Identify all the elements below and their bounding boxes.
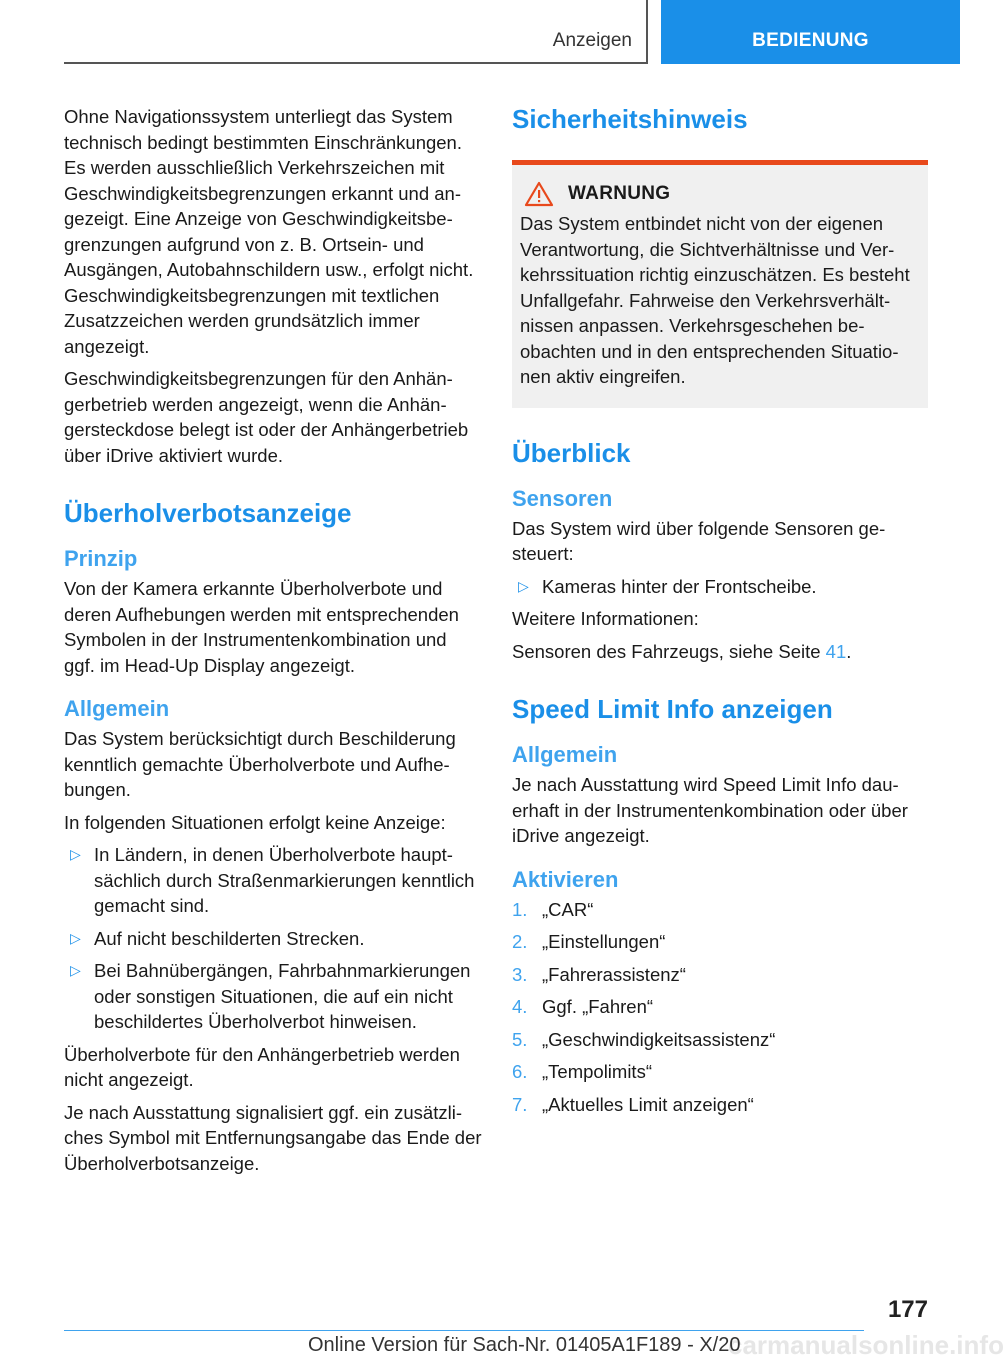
activation-steps [512,897,928,1118]
list-item: 3. „Fahrerassistenz“ [512,963,686,985]
warning-text: Das System entbindet nicht von der eigenen Verantwortung, die Sichtverhältnisse und Verkehrssituation richtig einzuschätzen. Es besteht Unfallgefahr. Fahrweise den Verkehrsverhältnissen anpassen. Verkehrsgeschehen beobachten und in den entsprechenden Situationen aktiv eingreifen. [520,213,910,387]
list-item: 6. „Tempolimits“ [512,1061,652,1082]
right-column [512,104,928,1124]
triangle-right-icon: ▷ [70,962,81,978]
sensor-list [512,574,928,600]
header-chapter-title: BEDIENUNG [752,30,869,51]
heading-speed-limit-info: Speed Limit Info anzeigen [512,694,833,724]
subheading-sensoren: Sensoren [512,485,613,511]
subheading-allgemein: Allgemein [64,696,170,721]
heading-ueberholverbotsanzeige: Überholverbotsanzeige [64,498,352,528]
subheading-aktivieren: Aktivieren [512,866,619,892]
subheading-prinzip: Prinzip [64,546,138,571]
warning-box [512,160,928,408]
triangle-right-icon: ▷ [70,846,81,862]
paragraph-weitere: Weitere Informationen: [512,608,699,629]
page-number: 177 [887,1296,928,1323]
heading-ueberblick: Überblick [512,437,631,468]
header-section-box [64,0,648,64]
watermark: carmanualsonline.info [728,1330,1004,1360]
paragraph-navigation: Ohne Navigationssystem unterliegt das System technisch bedingt bestimmten Einschränkungen. Es werden ausschließlich Verkehrszeichen mit Geschwindigkeitsbegrenzungen erkannt und angezeigt. Eine Anzeige von Geschwindigkeitsbegrenzungen aufgrund von z. B. Ortsein- und Ausgängen, Autobahnschildern usw., erfolgt nicht. Geschwindigkeitsbegrenzungen mit textlichen Zusatzzeichen werden grundsätzlich immer angezeigt. [64,106,474,357]
paragraph-situationen: In folgenden Situationen erfolgt keine Anzeige: [64,811,446,833]
situation-list [64,842,482,1035]
list-item: ▷ Bei Bahnübergängen, Fahrbahnmarkierungen oder sonstigen Situationen, die auf ein nicht beschildertes Überholverbot hinweisen. [70,960,471,1032]
warning-triangle-icon [524,181,554,207]
paragraph-prinzip: Von der Kamera erkannte Überholverbote und deren Aufhebungen werden mit entsprechenden Symbolen in der Instrumentenkombination und ggf. im Head-Up Display angezeigt. [64,578,459,676]
triangle-right-icon: ▷ [70,929,81,946]
page-link[interactable]: 41 [825,640,847,662]
list-item: ▷ Kameras hinter der Frontscheibe. [512,574,928,600]
list-item: ▷ In Ländern, in denen Überholverbote hauptsächlich durch Straßenmarkierungen kenntlich gemacht sind. [70,844,475,916]
left-column [64,104,482,1183]
heading-sicherheitshinweis: Sicherheitshinweis [512,104,748,134]
header-chapter-tab [661,0,960,64]
list-item: 5. „Geschwindigkeitsassistenz“ [512,1028,776,1050]
header-section-title: Anzeigen [552,30,632,51]
paragraph-allgemein-right: Je nach Ausstattung wird Speed Limit Info dauerhaft in der Instrumentenkombination oder über iDrive angezeigt. [512,774,908,846]
triangle-right-icon: ▷ [518,577,529,594]
warning-header [520,181,920,207]
warning-title: WARNUNG [568,183,671,205]
list-item: 7. „Aktuelles Limit anzeigen“ [512,1093,754,1115]
paragraph-anhaenger: Geschwindigkeitsbegrenzungen für den Anhängerbetrieb werden angezeigt, wenn die Anhängersteckdose belegt ist oder der Anhängerbetrieb über iDrive aktiviert wurde. [64,368,469,466]
list-item: ▷ Auf nicht beschilderten Strecken. [64,926,482,952]
list-item: 1. „CAR“ [512,898,594,920]
subheading-allgemein-right: Allgemein [512,742,618,767]
page-header [0,0,960,66]
paragraph-anhaengerbetrieb: Überholverbote für den Anhängerbetrieb werden nicht angezeigt. [64,1043,460,1090]
list-item: 2. „Einstellungen“ [512,931,666,952]
list-item: 4. Ggf. „Fahren“ [512,996,654,1017]
paragraph-allgemein: Das System berücksichtigt durch Beschilderung kenntlich gemachte Überholverbote und Aufhebungen. [64,728,456,800]
paragraph-see-page: Sensoren des Fahrzeugs, siehe Seite 41. [512,640,852,662]
footer-online-version: Online Version für Sach-Nr. 01405A1F189 - X/20 [308,1334,741,1356]
paragraph-symbol: Je nach Ausstattung signalisiert ggf. ein zusätzliches Symbol mit Entfernungsangabe das Ende der Überholverbotsanzeige. [64,1101,482,1174]
paragraph-sensoren: Das System wird über folgende Sensoren gesteuert: [512,517,886,564]
